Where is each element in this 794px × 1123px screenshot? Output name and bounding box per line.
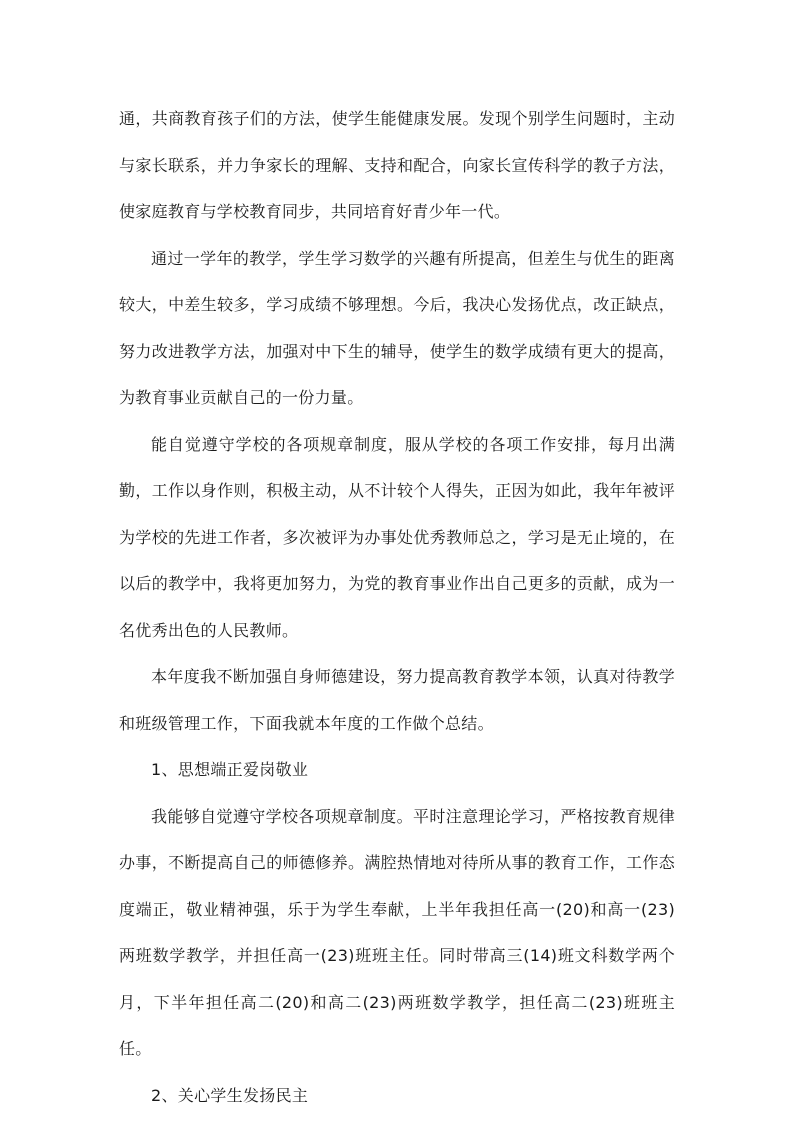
section-heading-2: 2、关心学生发扬民主 [151,1085,309,1105]
paragraph-5: 我能够自觉遵守学校各项规章制度。平时注意理论学习，严格按教育规律办事，不断提高自己的师德修养。满腔热情地对待所从事的教育工作，工作态度端正，敬业精神强，乐于为学生奉献，上半年我担任高一(20)和高一(23)两班数学教学，并担任高一(23)班班主任。同时带高三(14)班文科数学两个月，下半年担任高二(20)和高二(23)两班数学教学，担任高二(23)班班主任。 [119,806,675,1058]
section-heading-1: 1、思想端正爱岗敬业 [151,760,309,779]
paragraph-3: 能自觉遵守学校的各项规章制度，服从学校的各项工作安排，每月出满勤，工作以身作则，积极主动，从不计较个人得失，正因为如此，我年年被评为学校的先进工作者，多次被评为办事处优秀教师总之，学习是无止境的，在以后的教学中，我将更加努力，为党的教育事业作出自己更多的贡献，成为一名优秀出色的人民教师。 [119,434,675,640]
paragraph-1: 通，共商教育孩子们的方法，使学生能健康发展。发现个别学生问题时，主动与家长联系，并力争家长的理解、支持和配合，向家长宣传科学的教子方法，使家庭教育与学校教育同步，共同培育好青少年一代。 [119,109,675,221]
paragraph-2: 通过一学年的教学，学生学习数学的兴趣有所提高，但差生与优生的距离较大，中差生较多，学习成绩不够理想。今后，我决心发扬优点，改正缺点，努力改进教学方法，加强对中下生的辅导，使学生的数学成绩有更大的提高，为教育事业贡献自己的一份力量。 [119,248,675,407]
paragraph-4: 本年度我不断加强自身师德建设，努力提高教育教学本领，认真对待教学和班级管理工作，下面我就本年度的工作做个总结。 [119,667,675,733]
document-body [119,96,675,1119]
